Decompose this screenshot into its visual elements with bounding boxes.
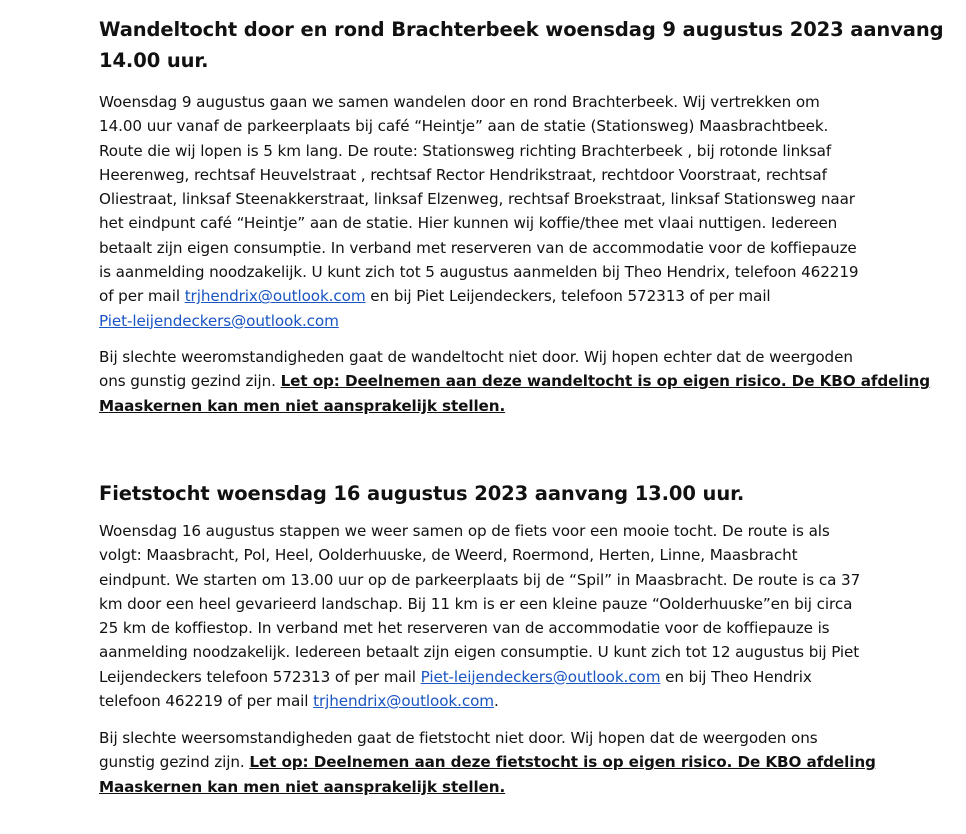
text-line: 25 km de koffiestop. In verband met het reserveren van de accommodatie voor de koffiepauze is	[99, 619, 830, 638]
text-line	[99, 309, 959, 333]
text-line	[99, 689, 959, 713]
risk-warning: Let op: Deelnemen aan deze fietstocht is op eigen risico. De KBO afdeling	[249, 753, 876, 772]
walk-paragraph-2	[99, 345, 959, 418]
email-link-theo[interactable]: trjhendrix@outlook.com	[184, 287, 366, 306]
text-segment: Leijendeckers telefoon 572313 of per mail	[99, 667, 421, 686]
bike-title: Fietstocht woensdag 16 augustus 2023 aanvang 13.00 uur.	[99, 482, 745, 505]
text-line: Oliestraat, linksaf Steenakkerstraat, linksaf Elzenweg, rechtsaf Broekstraat, linksaf Stationsweg naar	[99, 190, 855, 209]
text-line: is aanmelding noodzakelijk. U kunt zich tot 5 augustus aanmelden bij Theo Hendrix, telefoon 462219	[99, 263, 859, 282]
text-line	[99, 369, 959, 393]
text-line: 14.00 uur vanaf de parkeerplaats bij café “Heintje” aan de statie (Stationsweg) Maasbrachtbeek.	[99, 117, 829, 136]
text-segment: ons gunstig gezind zijn.	[99, 372, 281, 391]
text-line: betaalt zijn eigen consumptie. In verband met reserveren van de accommodatie voor de koffiepauze	[99, 238, 857, 257]
text-line: Bij slechte weersomstandigheden gaat de fietstocht niet door. Wij hopen dat de weergoden ons	[99, 729, 818, 747]
text-line: Woensdag 9 augustus gaan we samen wandelen door en rond Brachterbeek. Wij vertrekken om	[99, 93, 820, 111]
text-line: aanmelding noodzakelijk. Iedereen betaalt zijn eigen consumptie. U kunt zich tot 12 augustus bij Piet	[99, 643, 860, 662]
text-line: Route die wij lopen is 5 km lang. De route: Stationsweg richting Brachterbeek , bij rotonde linksaf	[99, 141, 832, 160]
text-line: Heerenweg, rechtsaf Heuvelstraat , rechtsaf Rector Hendrikstraat, rechtdoor Voorstraat, rechtsaf	[99, 165, 827, 184]
risk-warning: Maaskernen kan men niet aansprakelijk stellen.	[99, 777, 506, 796]
bike-paragraph-2	[99, 726, 959, 799]
email-link-theo[interactable]: trjhendrix@outlook.com	[313, 692, 494, 711]
text-line	[99, 394, 959, 418]
text-line: volgt: Maasbracht, Pol, Heel, Oolderhuuske, de Weerd, Roermond, Herten, Linne, Maasbracht	[99, 546, 798, 565]
walk-paragraph-1	[99, 90, 959, 333]
email-link-piet[interactable]: Piet-leijendeckers@outlook.com	[420, 667, 661, 686]
email-link-piet[interactable]: Piet-leijendeckers@outlook.com	[99, 311, 339, 330]
walk-section	[99, 14, 959, 76]
text-line: eindpunt. We starten om 13.00 uur op de parkeerplaats bij de “Spil” in Maasbracht. De route is ca 37	[99, 570, 861, 589]
text-segment: of per mail	[99, 287, 185, 306]
text-segment: en bij Piet Leijendeckers, telefoon 572313 of per mail	[365, 287, 771, 306]
text-line: Woensdag 16 augustus stappen we weer samen op de fiets voor een mooie tocht. De route is als	[99, 522, 830, 540]
walk-title	[99, 14, 959, 76]
text-line	[99, 665, 959, 689]
bike-paragraph-1	[99, 519, 959, 713]
text-line	[99, 750, 959, 774]
bike-section	[99, 478, 959, 509]
risk-warning: Maaskernen kan men niet aansprakelijk stellen.	[99, 396, 506, 415]
text-segment: en bij Theo Hendrix	[660, 667, 812, 686]
text-segment: .	[494, 692, 499, 711]
text-line	[99, 284, 959, 308]
walk-title-line: Wandeltocht door en rond Brachterbeek woensdag 9 augustus 2023 aanvang	[99, 18, 944, 41]
text-line: het eindpunt café “Heintje” aan de statie. Hier kunnen wij koffie/thee met vlaai nuttigen. Iedereen	[99, 214, 838, 233]
text-segment: gunstig gezind zijn.	[99, 753, 250, 772]
text-line: Bij slechte weeromstandigheden gaat de wandeltocht niet door. Wij hopen echter dat de weergoden	[99, 348, 853, 366]
risk-warning: Let op: Deelnemen aan deze wandeltocht is op eigen risico. De KBO afdeling	[280, 372, 931, 391]
text-segment: telefoon 462219 of per mail	[99, 692, 314, 711]
text-line	[99, 775, 959, 799]
text-line: km door een heel gevarieerd landschap. Bij 11 km is er een kleine pauze “Oolderhuuske”en bij circa	[99, 594, 853, 613]
walk-title-line: 14.00 uur.	[99, 49, 209, 72]
